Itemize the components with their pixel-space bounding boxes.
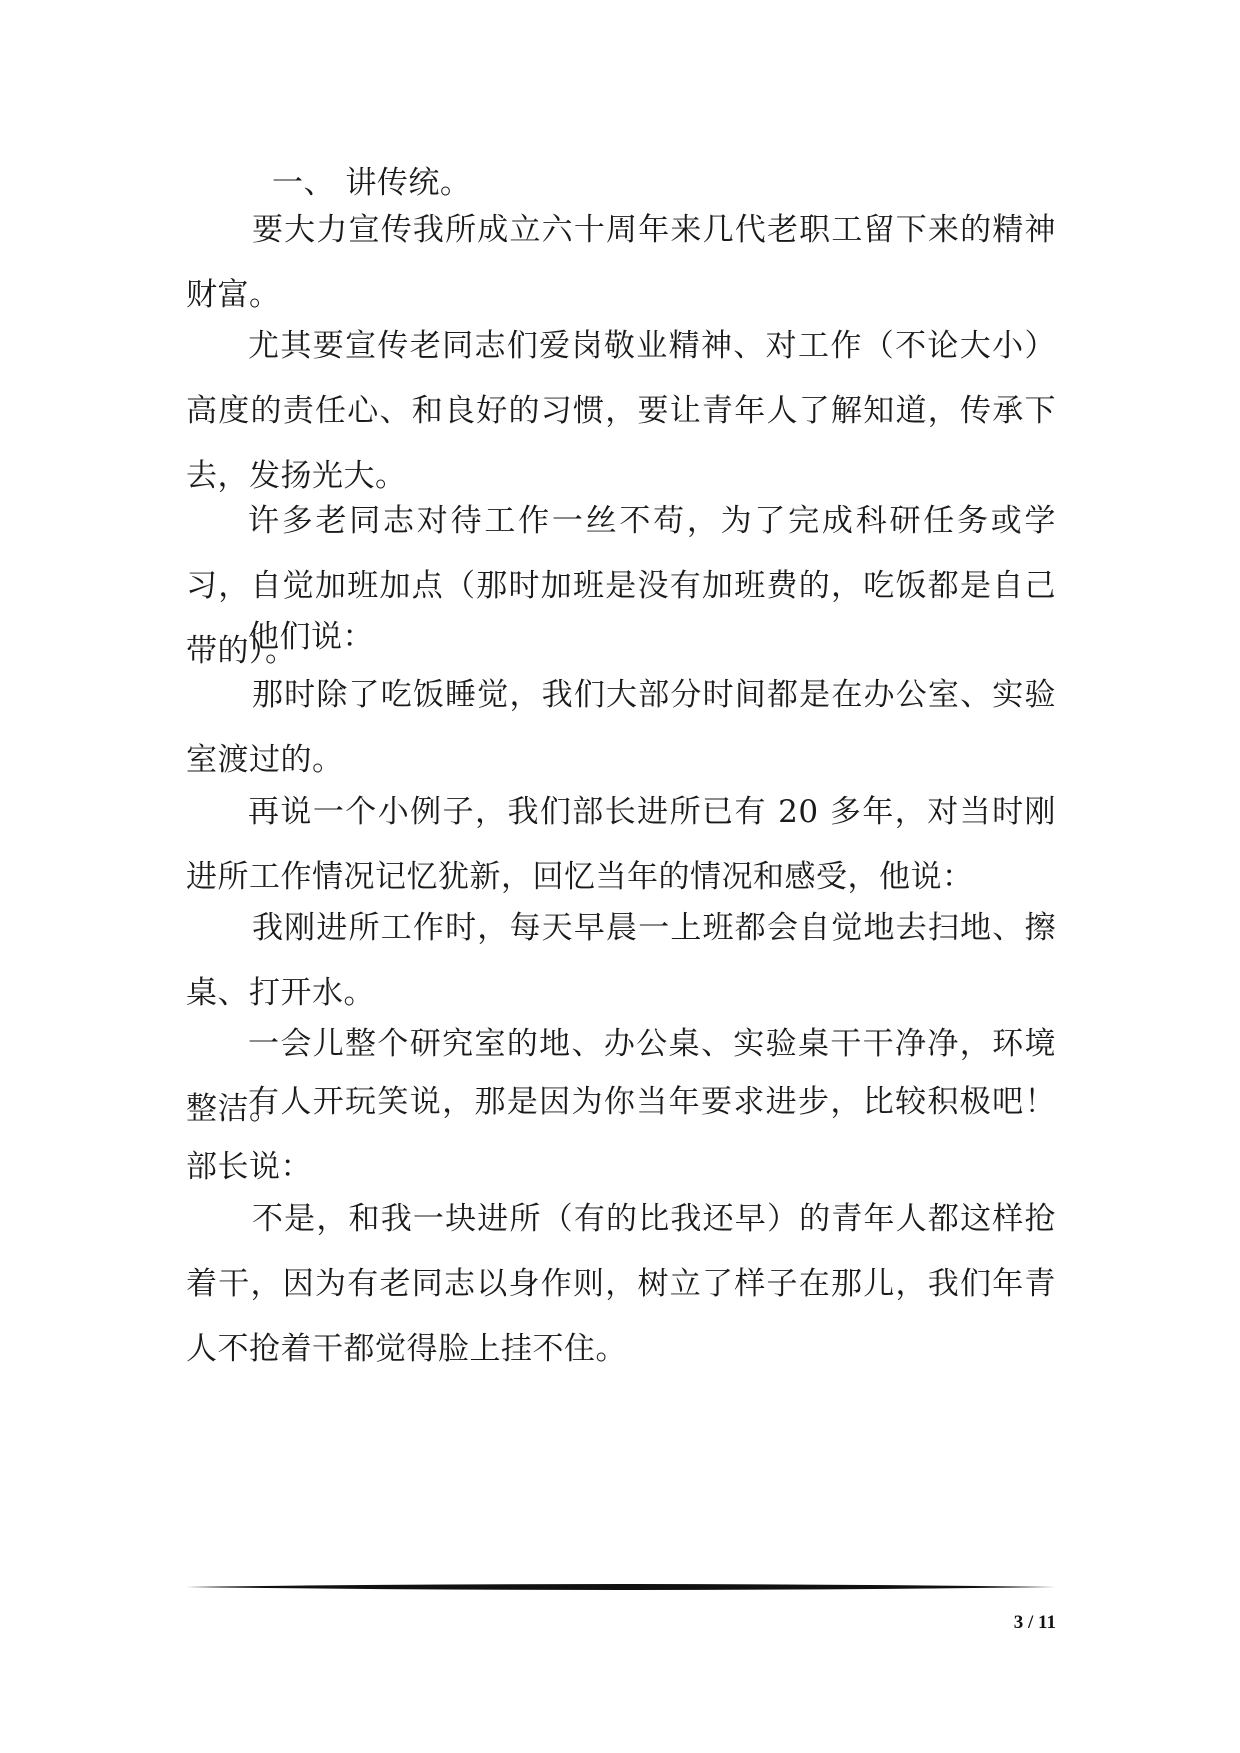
paragraph: 许多老同志对待工作一丝不苟，为了完成科研任务或学习，自觉加班加点（那时加班是没有加班费的，吃饭都是自己带的）。 xyxy=(186,503,1056,669)
paragraph: 他们说： xyxy=(248,619,374,655)
paragraph: 尤其要宣传老同志们爱岗敬业精神、对工作（不论大小）高度的责任心、和良好的习惯，要让青年人了解知道，传承下去，发扬光大。 xyxy=(186,328,1056,494)
footer-rule xyxy=(186,1582,1056,1592)
page-number: 3 / 11 xyxy=(1013,1612,1056,1633)
paragraph: 有人开玩笑说，那是因为你当年要求进步，比较积极吧！部长说： xyxy=(186,1084,1056,1185)
section-heading: 一、 讲传统。 xyxy=(272,165,472,201)
paragraph: 要大力宣传我所成立六十周年来几代老职工留下来的精神财富。 xyxy=(186,212,1056,313)
paragraph: 我刚进所工作时，每天早晨一上班都会自觉地去扫地、擦桌、打开水。 xyxy=(186,910,1056,1011)
paragraph: 再说一个小例子，我们部长进所已有 20 多年，对当时刚进所工作情况记忆犹新，回忆当年的情况和感受，他说： xyxy=(186,794,1056,895)
paragraph: 不是，和我一块进所（有的比我还早）的青年人都这样抢着干，因为有老同志以身作则，树立了样子在那儿，我们年青人不抢着干都觉得脸上挂不住。 xyxy=(186,1201,1056,1367)
paragraph: 一会儿整个研究室的地、办公桌、实验桌干干净净，环境整洁。 xyxy=(186,1026,1056,1127)
paragraph: 那时除了吃饭睡觉，我们大部分时间都是在办公室、实验室渡过的。 xyxy=(186,677,1056,778)
